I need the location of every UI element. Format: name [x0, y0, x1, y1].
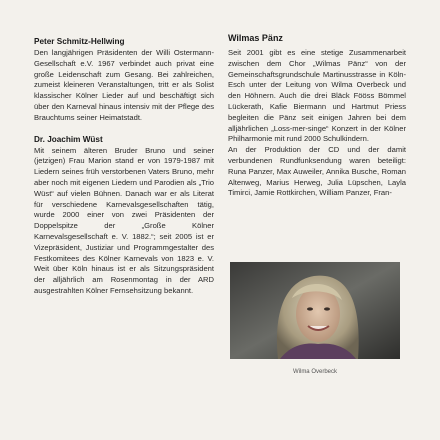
heading-wilmas-paenz: Wilmas Pänz [228, 33, 283, 43]
photo-wilma-overbeck [230, 262, 400, 359]
heading-schmitz-hellwing: Peter Schmitz-Hellwing [34, 37, 125, 46]
heading-wuest: Dr. Joachim Wüst [34, 134, 103, 144]
right-column [228, 33, 406, 199]
left-column [34, 36, 214, 297]
photo-caption: Wilma Overbeck [292, 369, 337, 375]
bio-wuest: Mit seinem älteren Bruder Bruno und seiner (jetzigen) Frau Marion stand er von 1979-1987 mit Liedern seines früh verstorbenen Vaters Bruno, mehr aber noch mit eigenen Liedern und Parodien als „Trio Wüst“ auf vielen Bühnen. Danach war er als Literat für verschiedene Karnevalsgesellschaften tätig, wurde 2000 einer von zwei Präsidenten der Doppelspitze der „Große Kölner Karnevalsgesellschaft e. V. 1882.“; seit 2005 ist er Vizepräsident, Justiziar und Programmgestalter des Festkomitees des Kölner Karnevals von 1823 e. V. Weit über Köln hinaus ist er als Sitzungspräsident der alljährlich am Rosenmontag in der ARD ausgestrahlten Kölner Fernsehsitzung bekannt. [34, 145, 214, 295]
bio-schmitz-hellwing: Den langjährigen Präsidenten der Willi Ostermann-Gesellschaft e.V. 1967 verbindet auch privat eine große Leidenschaft zum Gesang. Bei zahlreichen, zumeist kleineren Veranstaltungen, tritt er als Solist klassischer Kölner Lieder auf und beschäftigt sich über den Karneval hinaus intensiv mit der Pflege des Brauchtums seiner Heimatstadt. [34, 48, 214, 122]
text-wilmas-paenz-2: An der Produktion der CD und der damit verbundenen Rundfunksendung waren beteiligt: Runa Panzer, Max Auweiler, Annika Busche, Roman Altenweg, Marius Herweg, Julia Lüpschen, Layla Timirci, Jamie Rottkirchen, William Panzer, Fran- [228, 145, 406, 198]
text-wilmas-paenz-1: Seit 2001 gibt es eine stetige Zusammenarbeit zwischen dem Chor „Wilmas Pänz“ von der Gemeinschaftsgrundschule Martinusstrasse in Köln-Esch unter der Leitung von Wilma Overbeck und den Höhnern. Auch die drei Bläck Fööss Bömmel Lückerath, Kafie Biermann und Hartmut Priess begleiten die Pänz seit einigen Jahren bei dem alljährlichen „Loss-mer-singe“ Konzert in der Kölner Philharmonie mit rund 2000 Schulkindern. [228, 48, 406, 144]
